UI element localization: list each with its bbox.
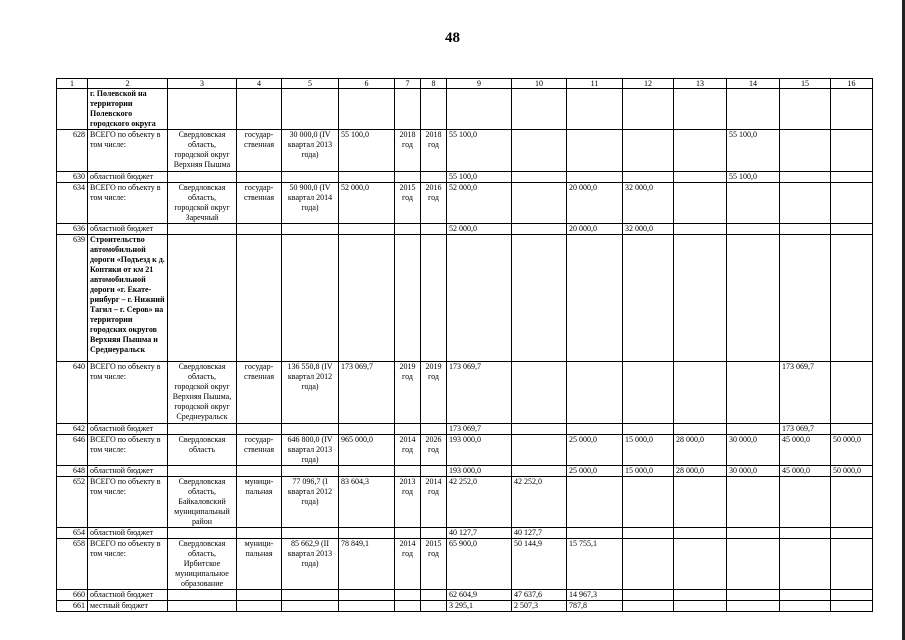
table-cell: Свердловская область <box>168 435 237 466</box>
table-cell: 2014 год <box>395 539 421 590</box>
table-row <box>57 89 873 130</box>
table-cell <box>780 235 831 362</box>
table-cell <box>512 130 567 172</box>
table-cell <box>339 235 395 362</box>
table-row <box>57 172 873 183</box>
table-cell <box>168 466 237 477</box>
column-number-header: 2 <box>88 79 168 89</box>
row-label-cell: областной бюджет <box>88 224 168 235</box>
table-cell <box>623 130 674 172</box>
table-cell <box>421 224 447 235</box>
table-cell: государ-ственная <box>237 362 282 424</box>
row-number-cell: 652 <box>57 477 88 528</box>
table-cell: 2016 год <box>421 183 447 224</box>
table-cell <box>674 590 727 601</box>
table-cell: Свердловская область, Ирбитское муниципальное образование <box>168 539 237 590</box>
table-cell <box>339 590 395 601</box>
table-cell: государ-ственная <box>237 183 282 224</box>
table-cell <box>395 466 421 477</box>
table-cell <box>395 528 421 539</box>
table-cell: 50 144,9 <box>512 539 567 590</box>
table-cell <box>237 172 282 183</box>
table-cell: 173 069,7 <box>780 424 831 435</box>
row-number-cell: 642 <box>57 424 88 435</box>
table-cell: 52 000,0 <box>339 183 395 224</box>
table-cell <box>282 528 339 539</box>
table-cell: 55 100,0 <box>727 172 780 183</box>
table-cell: 3 295,1 <box>447 601 512 612</box>
table-cell: 2015 год <box>395 183 421 224</box>
table-cell <box>780 477 831 528</box>
row-label-cell: областной бюджет <box>88 528 168 539</box>
table-cell <box>282 424 339 435</box>
table-cell <box>421 466 447 477</box>
table-cell: 28 000,0 <box>674 466 727 477</box>
table-cell: Свердловская область, городской округ Верхняя Пышма, городской округ Среднеуральск <box>168 362 237 424</box>
table-cell <box>237 466 282 477</box>
table-cell: 30 000,0 (IV квартал 2013 года) <box>282 130 339 172</box>
table-cell <box>237 424 282 435</box>
table-cell: 62 604,9 <box>447 590 512 601</box>
row-label-cell: областной бюджет <box>88 466 168 477</box>
row-number-cell: 661 <box>57 601 88 612</box>
table-cell: 85 662,9 (II квартал 2013 года) <box>282 539 339 590</box>
table-cell <box>674 183 727 224</box>
table-row <box>57 528 873 539</box>
table-cell: муници-пальная <box>237 539 282 590</box>
table-cell <box>727 590 780 601</box>
table-cell <box>168 590 237 601</box>
table-cell <box>623 477 674 528</box>
table-row <box>57 477 873 528</box>
table-cell: 173 069,7 <box>339 362 395 424</box>
object-register-table <box>56 78 873 612</box>
table-cell <box>831 601 873 612</box>
table-cell: 2019 год <box>421 362 447 424</box>
table-cell <box>831 183 873 224</box>
table-row <box>57 466 873 477</box>
table-cell: 32 000,0 <box>623 224 674 235</box>
table-cell: 45 000,0 <box>780 435 831 466</box>
table-row <box>57 424 873 435</box>
table-cell <box>623 601 674 612</box>
table-cell <box>168 224 237 235</box>
table-cell <box>623 172 674 183</box>
table-cell <box>395 601 421 612</box>
table-cell <box>831 224 873 235</box>
table-cell: 173 069,7 <box>447 362 512 424</box>
row-label-cell: ВСЕГО по объекту в том числе: <box>88 130 168 172</box>
table-cell: 2014 год <box>421 477 447 528</box>
column-number-header: 12 <box>623 79 674 89</box>
table-cell: 173 069,7 <box>780 362 831 424</box>
table-cell: 2018 год <box>421 130 447 172</box>
table-cell: 2018 год <box>395 130 421 172</box>
table-cell <box>623 424 674 435</box>
table-cell <box>727 424 780 435</box>
table-cell <box>727 224 780 235</box>
table-cell <box>237 224 282 235</box>
table-cell: 55 100,0 <box>447 172 512 183</box>
table-cell <box>567 130 623 172</box>
table-cell: Свердловская область, городской округ Верхняя Пышма <box>168 130 237 172</box>
table-cell <box>282 235 339 362</box>
table-cell <box>831 235 873 362</box>
table-cell <box>168 424 237 435</box>
row-number-cell: 640 <box>57 362 88 424</box>
table-row <box>57 224 873 235</box>
table-row <box>57 183 873 224</box>
table-cell <box>727 89 780 130</box>
table-cell <box>567 172 623 183</box>
table-cell <box>237 590 282 601</box>
table-cell: муници-пальная <box>237 477 282 528</box>
column-number-header: 13 <box>674 79 727 89</box>
table-cell: 15 000,0 <box>623 435 674 466</box>
column-number-header: 15 <box>780 79 831 89</box>
table-cell <box>567 528 623 539</box>
table-cell: 40 127,7 <box>512 528 567 539</box>
table-cell: 2014 год <box>395 435 421 466</box>
table-cell <box>395 224 421 235</box>
table-cell <box>674 224 727 235</box>
table-cell: 20 000,0 <box>567 183 623 224</box>
table-cell <box>395 590 421 601</box>
table-cell <box>512 435 567 466</box>
table-cell: 2015 год <box>421 539 447 590</box>
column-number-header: 6 <box>339 79 395 89</box>
table-cell <box>339 528 395 539</box>
table-cell <box>831 362 873 424</box>
table-cell: 193 000,0 <box>447 435 512 466</box>
table-cell <box>421 89 447 130</box>
table-cell <box>395 235 421 362</box>
column-number-header: 16 <box>831 79 873 89</box>
table-cell <box>447 89 512 130</box>
table-cell: 50 900,0 (IV квартал 2014 года) <box>282 183 339 224</box>
table-cell <box>512 172 567 183</box>
table-cell <box>339 601 395 612</box>
table-cell <box>567 424 623 435</box>
table-cell <box>512 183 567 224</box>
table-cell <box>674 172 727 183</box>
table-cell <box>780 183 831 224</box>
table-cell <box>780 539 831 590</box>
table-cell: 28 000,0 <box>674 435 727 466</box>
table-cell <box>831 130 873 172</box>
table-cell <box>282 224 339 235</box>
table-cell: 42 252,0 <box>447 477 512 528</box>
table-cell <box>237 235 282 362</box>
table-cell <box>567 362 623 424</box>
row-number-cell <box>57 89 88 130</box>
table-cell <box>727 235 780 362</box>
table-cell <box>674 235 727 362</box>
table-cell: 83 604,3 <box>339 477 395 528</box>
row-label-cell: Строительство автомобильной дороги «Подъезд к д. Коптяки от км 21 автомобильной дороги «г. Екате-ринбург – г. Нижний Тагил – г. Серов» на территории городских округов Верхняя Пышма и Среднеуральск <box>88 235 168 362</box>
table-cell: 77 096,7 (I квартал 2012 года) <box>282 477 339 528</box>
row-label-cell: ВСЕГО по объекту в том числе: <box>88 539 168 590</box>
row-number-cell: 654 <box>57 528 88 539</box>
table-cell <box>780 528 831 539</box>
row-number-cell: 639 <box>57 235 88 362</box>
table-row <box>57 539 873 590</box>
table-cell: 15 755,1 <box>567 539 623 590</box>
table-cell: 30 000,0 <box>727 435 780 466</box>
table-cell <box>512 235 567 362</box>
table-cell <box>237 601 282 612</box>
row-number-cell: 658 <box>57 539 88 590</box>
column-number-header: 3 <box>168 79 237 89</box>
row-number-cell: 634 <box>57 183 88 224</box>
table-cell <box>674 130 727 172</box>
table-cell: 40 127,7 <box>447 528 512 539</box>
table-cell <box>282 590 339 601</box>
table-cell <box>567 235 623 362</box>
table-cell <box>168 601 237 612</box>
table-cell <box>168 235 237 362</box>
table-cell: 78 849,1 <box>339 539 395 590</box>
column-number-header: 5 <box>282 79 339 89</box>
table-cell: 42 252,0 <box>512 477 567 528</box>
table-cell <box>395 89 421 130</box>
table-cell <box>674 477 727 528</box>
table-cell <box>831 590 873 601</box>
table-cell: 52 000,0 <box>447 183 512 224</box>
table-cell: 2013 год <box>395 477 421 528</box>
table-cell: государ-ственная <box>237 130 282 172</box>
table-cell <box>339 89 395 130</box>
page-number: 48 <box>445 30 460 46</box>
table-cell <box>421 601 447 612</box>
table-cell <box>237 89 282 130</box>
table-row <box>57 130 873 172</box>
table-cell: 193 000,0 <box>447 466 512 477</box>
row-label-cell: областной бюджет <box>88 590 168 601</box>
table-cell <box>780 590 831 601</box>
table-row <box>57 590 873 601</box>
table-cell <box>623 362 674 424</box>
table-cell <box>339 172 395 183</box>
table-cell <box>623 528 674 539</box>
table-row <box>57 362 873 424</box>
table-cell: Свердловская область, Байкаловский муниципальный район <box>168 477 237 528</box>
table-cell: 14 967,3 <box>567 590 623 601</box>
table-cell <box>512 89 567 130</box>
table-cell <box>674 362 727 424</box>
table-cell <box>512 466 567 477</box>
row-number-cell: 648 <box>57 466 88 477</box>
table-cell <box>831 89 873 130</box>
table-cell <box>674 89 727 130</box>
table-cell <box>395 424 421 435</box>
table-cell <box>727 362 780 424</box>
row-label-cell: областной бюджет <box>88 424 168 435</box>
table-cell <box>282 466 339 477</box>
table-cell <box>727 601 780 612</box>
column-number-header: 1 <box>57 79 88 89</box>
table-cell: 52 000,0 <box>447 224 512 235</box>
table-cell <box>831 424 873 435</box>
table-cell <box>421 424 447 435</box>
table-cell <box>727 539 780 590</box>
table-cell: 50 000,0 <box>831 435 873 466</box>
row-label-cell: местный бюджет <box>88 601 168 612</box>
table-cell: 15 000,0 <box>623 466 674 477</box>
table-cell <box>780 172 831 183</box>
table-cell <box>623 590 674 601</box>
table-cell <box>168 172 237 183</box>
table-cell <box>727 528 780 539</box>
table-cell <box>282 172 339 183</box>
table-cell <box>421 235 447 362</box>
table-cell <box>727 183 780 224</box>
row-label-cell: ВСЕГО по объекту в том числе: <box>88 183 168 224</box>
table-cell <box>512 424 567 435</box>
table-cell <box>339 466 395 477</box>
table-cell <box>727 477 780 528</box>
table-cell <box>831 477 873 528</box>
table-cell: государ-ственная <box>237 435 282 466</box>
table-cell: 787,8 <box>567 601 623 612</box>
table-cell <box>674 424 727 435</box>
table-cell <box>282 601 339 612</box>
table-cell <box>168 89 237 130</box>
row-number-cell: 646 <box>57 435 88 466</box>
row-number-cell: 630 <box>57 172 88 183</box>
table-cell <box>447 235 512 362</box>
table-cell <box>282 89 339 130</box>
table-cell: 55 100,0 <box>727 130 780 172</box>
table-cell: 32 000,0 <box>623 183 674 224</box>
column-number-header: 4 <box>237 79 282 89</box>
table-cell <box>831 172 873 183</box>
table-cell: 55 100,0 <box>339 130 395 172</box>
row-number-cell: 628 <box>57 130 88 172</box>
table-cell: 173 069,7 <box>447 424 512 435</box>
table-cell: 965 000,0 <box>339 435 395 466</box>
table-cell <box>831 539 873 590</box>
row-label-cell: ВСЕГО по объекту в том числе: <box>88 362 168 424</box>
table-cell <box>623 235 674 362</box>
table-cell <box>623 89 674 130</box>
column-number-header: 10 <box>512 79 567 89</box>
table-cell <box>421 590 447 601</box>
table-cell <box>623 539 674 590</box>
table-body <box>57 89 873 612</box>
table-row <box>57 235 873 362</box>
table-row <box>57 601 873 612</box>
table-cell <box>567 477 623 528</box>
column-number-header: 11 <box>567 79 623 89</box>
table-cell: 2026 год <box>421 435 447 466</box>
table-cell: 2 507,3 <box>512 601 567 612</box>
table-cell <box>674 601 727 612</box>
table-cell: 47 637,6 <box>512 590 567 601</box>
row-number-cell: 636 <box>57 224 88 235</box>
table-cell: 646 800,0 (IV квартал 2013 года) <box>282 435 339 466</box>
row-label-cell: г. Полевской на территории Полевского городского округа <box>88 89 168 130</box>
table-cell <box>168 528 237 539</box>
table-cell: 20 000,0 <box>567 224 623 235</box>
table-cell: 55 100,0 <box>447 130 512 172</box>
table-cell <box>395 172 421 183</box>
row-label-cell: областной бюджет <box>88 172 168 183</box>
column-number-header: 9 <box>447 79 512 89</box>
table-cell <box>339 424 395 435</box>
table-cell <box>780 224 831 235</box>
table-cell: 45 000,0 <box>780 466 831 477</box>
table-cell <box>512 362 567 424</box>
table-cell <box>780 130 831 172</box>
table-cell <box>674 539 727 590</box>
table-cell <box>780 601 831 612</box>
column-number-header: 7 <box>395 79 421 89</box>
table-cell: 136 550,8 (IV квартал 2012 года) <box>282 362 339 424</box>
column-number-row <box>57 79 873 89</box>
table-cell: Свердловская область, городской округ Заречный <box>168 183 237 224</box>
table-cell <box>674 528 727 539</box>
row-label-cell: ВСЕГО по объекту в том числе: <box>88 435 168 466</box>
table-cell <box>831 528 873 539</box>
row-label-cell: ВСЕГО по объекту в том числе: <box>88 477 168 528</box>
table-cell <box>339 224 395 235</box>
table-cell <box>421 172 447 183</box>
table-cell <box>421 528 447 539</box>
column-number-header: 8 <box>421 79 447 89</box>
table-cell: 25 000,0 <box>567 466 623 477</box>
table-cell <box>567 89 623 130</box>
column-number-header: 14 <box>727 79 780 89</box>
table-cell: 25 000,0 <box>567 435 623 466</box>
table-cell <box>512 224 567 235</box>
table-cell: 65 900,0 <box>447 539 512 590</box>
table-cell: 50 000,0 <box>831 466 873 477</box>
table-cell <box>237 528 282 539</box>
row-number-cell: 660 <box>57 590 88 601</box>
table-cell: 2019 год <box>395 362 421 424</box>
table-row <box>57 435 873 466</box>
table-cell <box>780 89 831 130</box>
table-cell: 30 000,0 <box>727 466 780 477</box>
